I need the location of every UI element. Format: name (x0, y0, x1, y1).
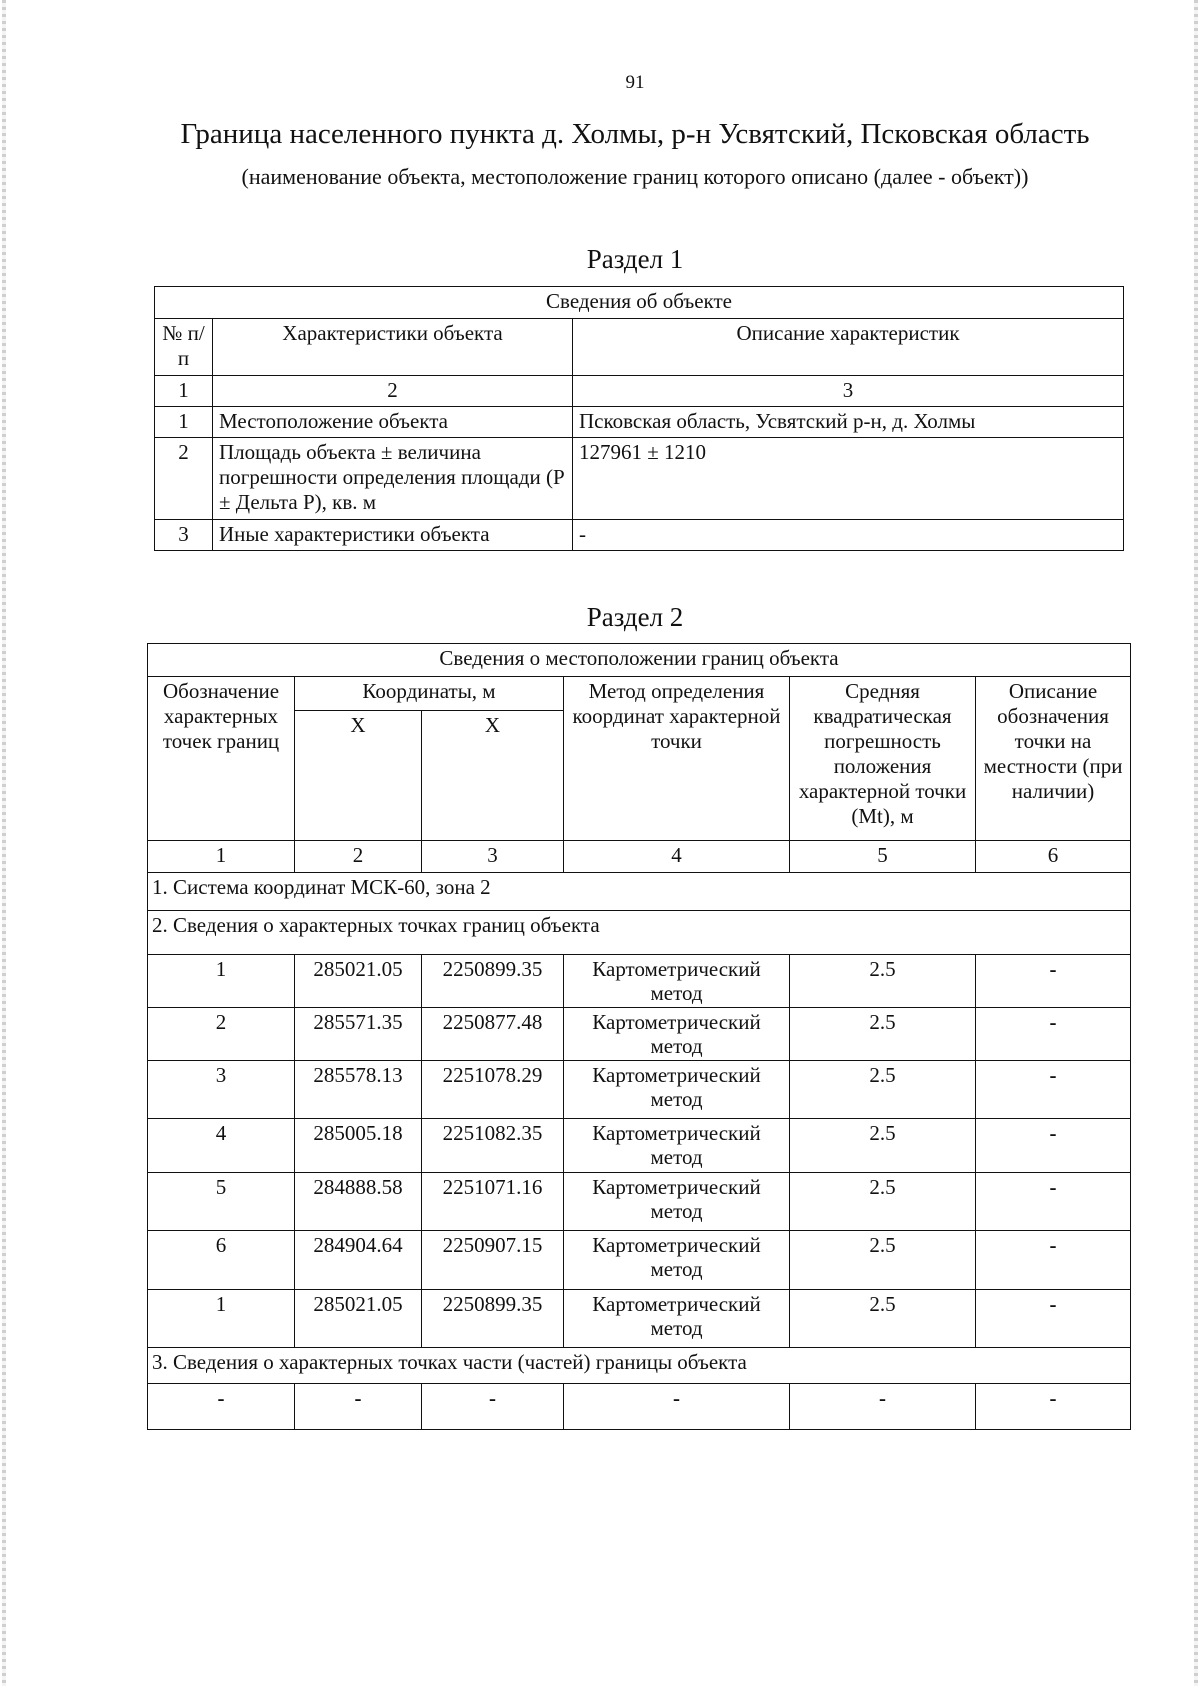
point-desc: - (976, 1008, 1131, 1061)
table1-caption: Сведения об объекте (155, 287, 1124, 319)
point-x: 285021.05 (295, 955, 422, 1008)
point-mt: 2.5 (790, 1008, 976, 1061)
point-mt: 2.5 (790, 1290, 976, 1348)
point-x: 285005.18 (295, 1119, 422, 1173)
row-name: Местоположение объекта (213, 407, 573, 438)
coordinate-system-row: 1. Система координат МСК-60, зона 2 (148, 873, 1131, 911)
col-number: 4 (564, 841, 790, 873)
point-y: 2250907.15 (422, 1231, 564, 1290)
header-method: Метод определения координат характерной точки (564, 677, 790, 841)
table-row (155, 520, 1124, 551)
point-method: Картометрический метод (564, 1119, 790, 1173)
parts-cell: - (564, 1384, 790, 1430)
header-number: № п/п (155, 319, 213, 376)
point-mt: 2.5 (790, 1119, 976, 1173)
point-mt: 2.5 (790, 1061, 976, 1119)
point-x: 285021.05 (295, 1290, 422, 1348)
point-x: 285578.13 (295, 1061, 422, 1119)
point-desc: - (976, 1290, 1131, 1348)
parts-cell: - (976, 1384, 1131, 1430)
table-row (148, 955, 1131, 1008)
parts-cell: - (422, 1384, 564, 1430)
col-number: 3 (573, 376, 1124, 407)
header-characteristics: Характеристики объекта (213, 319, 573, 376)
header-description: Описание обозначения точки на местности (при наличии) (976, 677, 1131, 841)
point-y: 2251078.29 (422, 1061, 564, 1119)
section-2-title: Раздел 2 (586, 602, 684, 632)
table-row (155, 438, 1124, 520)
header-description: Описание характеристик (573, 319, 1124, 376)
col-number: 2 (295, 841, 422, 873)
parts-caption-row: 3. Сведения о характерных точках части (частей) границы объекта (148, 1348, 1131, 1384)
col-number: 1 (148, 841, 295, 873)
point-id: 6 (148, 1231, 295, 1290)
point-method: Картометрический метод (564, 1231, 790, 1290)
table-row (148, 1290, 1131, 1348)
point-id: 1 (148, 1290, 295, 1348)
table-row (148, 1119, 1131, 1173)
row-name: Иные характеристики объекта (213, 520, 573, 551)
point-method: Картометрический метод (564, 1061, 790, 1119)
table-row (148, 1173, 1131, 1231)
table-row (148, 1061, 1131, 1119)
col-number: 6 (976, 841, 1131, 873)
point-y: 2250899.35 (422, 1290, 564, 1348)
point-x: 284888.58 (295, 1173, 422, 1231)
object-info-table (154, 286, 1124, 551)
boundary-points-table (147, 643, 1131, 1430)
point-id: 3 (148, 1061, 295, 1119)
header-y: X (422, 711, 564, 841)
parts-cell: - (148, 1384, 295, 1430)
table-row (148, 1008, 1131, 1061)
point-desc: - (976, 1173, 1131, 1231)
point-id: 1 (148, 955, 295, 1008)
point-x: 285571.35 (295, 1008, 422, 1061)
col-number: 1 (155, 376, 213, 407)
point-desc: - (976, 1231, 1131, 1290)
parts-cell: - (295, 1384, 422, 1430)
row-name: Площадь объекта ± величина погрешности определения площади (Р ± Дельта Р), кв. м (213, 438, 573, 520)
row-number: 2 (155, 438, 213, 520)
row-value: 127961 ± 1210 (573, 438, 1124, 520)
point-mt: 2.5 (790, 1173, 976, 1231)
table-row (148, 1231, 1131, 1290)
point-y: 2250877.48 (422, 1008, 564, 1061)
section-1-title: Раздел 1 (586, 244, 684, 274)
col-number: 2 (213, 376, 573, 407)
point-id: 4 (148, 1119, 295, 1173)
col-number: 3 (422, 841, 564, 873)
table-row (155, 407, 1124, 438)
header-x: X (295, 711, 422, 841)
header-point: Обозначение характерных точек границ (148, 677, 295, 841)
point-id: 5 (148, 1173, 295, 1231)
point-method: Картометрический метод (564, 1008, 790, 1061)
point-desc: - (976, 1119, 1131, 1173)
document-subtitle: (наименование объекта, местоположение границ которого описано (далее - объект)) (241, 164, 1029, 189)
point-desc: - (976, 1061, 1131, 1119)
table-row (148, 1384, 1131, 1430)
point-id: 2 (148, 1008, 295, 1061)
col-number: 5 (790, 841, 976, 873)
point-desc: - (976, 955, 1131, 1008)
header-error: Средняя квадратическая погрешность положения характерной точки (Mt), м (790, 677, 976, 841)
point-y: 2251071.16 (422, 1173, 564, 1231)
document-title: Граница населенного пункта д. Холмы, р-н Усвятский, Псковская область (180, 118, 1090, 150)
row-number: 3 (155, 520, 213, 551)
row-value: Псковская область, Усвятский р-н, д. Холмы (573, 407, 1124, 438)
row-number: 1 (155, 407, 213, 438)
point-method: Картометрический метод (564, 1290, 790, 1348)
point-method: Картометрический метод (564, 955, 790, 1008)
point-mt: 2.5 (790, 955, 976, 1008)
header-coords: Координаты, м (295, 677, 564, 711)
table2-caption: Сведения о местоположении границ объекта (148, 644, 1131, 677)
point-y: 2250899.35 (422, 955, 564, 1008)
point-x: 284904.64 (295, 1231, 422, 1290)
points-caption-row: 2. Сведения о характерных точках границ объекта (148, 911, 1131, 955)
point-y: 2251082.35 (422, 1119, 564, 1173)
row-value: - (573, 520, 1124, 551)
parts-cell: - (790, 1384, 976, 1430)
page-number: 91 (625, 72, 645, 93)
point-mt: 2.5 (790, 1231, 976, 1290)
point-method: Картометрический метод (564, 1173, 790, 1231)
